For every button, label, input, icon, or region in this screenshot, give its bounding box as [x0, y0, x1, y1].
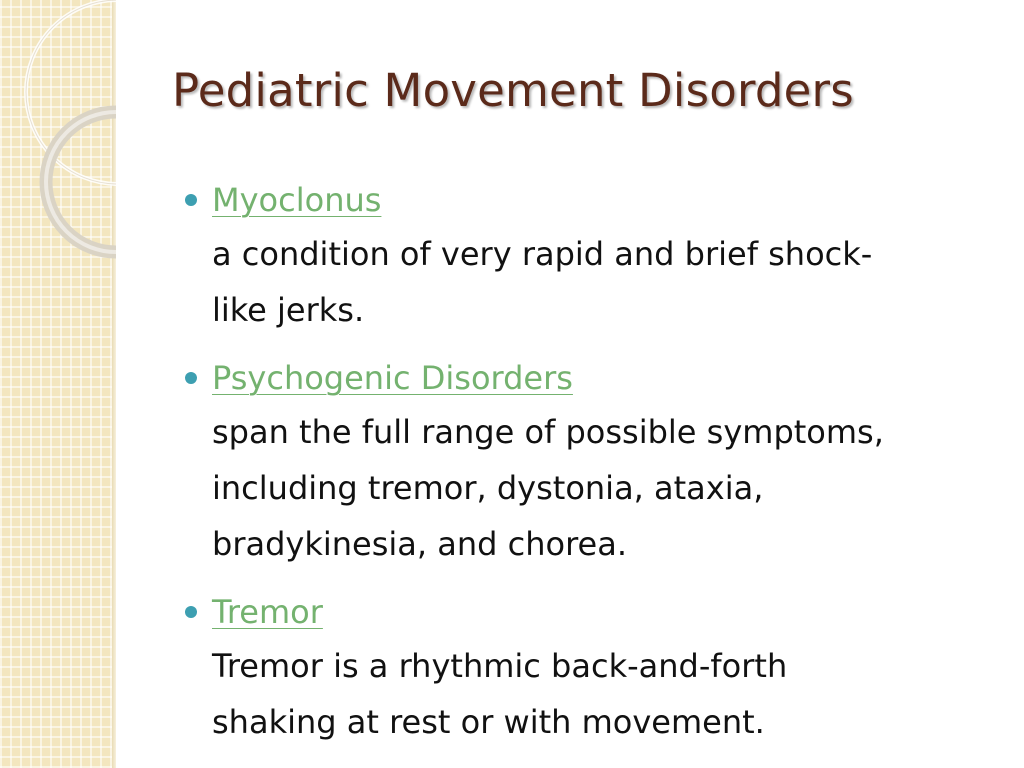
- description-line: Tremor is a rhythmic back-and-forth: [212, 647, 788, 685]
- list-item-tremor: [180, 586, 1000, 750]
- list-item-psychogenic-disorders: [180, 352, 1000, 572]
- description-line: including tremor, dystonia, ataxia,: [212, 469, 764, 507]
- bullet-dot-icon: [185, 606, 197, 618]
- link-tremor[interactable]: Tremor: [212, 593, 323, 631]
- decorative-circles-icon: [0, 0, 116, 260]
- description-line: bradykinesia, and chorea.: [212, 525, 627, 563]
- description-line: shaking at rest or with movement.: [212, 703, 765, 741]
- link-myoclonus[interactable]: Myoclonus: [212, 181, 382, 219]
- bullet-dot-icon: [185, 372, 197, 384]
- slide-title: Pediatric Movement Disorders: [172, 64, 854, 117]
- description-line: span the full range of possible symptoms,: [212, 413, 884, 451]
- item-description: [212, 226, 1000, 338]
- bullet-dot-icon: [185, 194, 197, 206]
- item-description: [212, 404, 1000, 572]
- bullet-list: [180, 174, 1000, 764]
- item-description: [212, 638, 1000, 750]
- description-line: like jerks.: [212, 291, 365, 329]
- list-item-myoclonus: [180, 174, 1000, 338]
- link-psychogenic-disorders[interactable]: Psychogenic Disorders: [212, 359, 573, 397]
- description-line: a condition of very rapid and brief shock-: [212, 235, 873, 273]
